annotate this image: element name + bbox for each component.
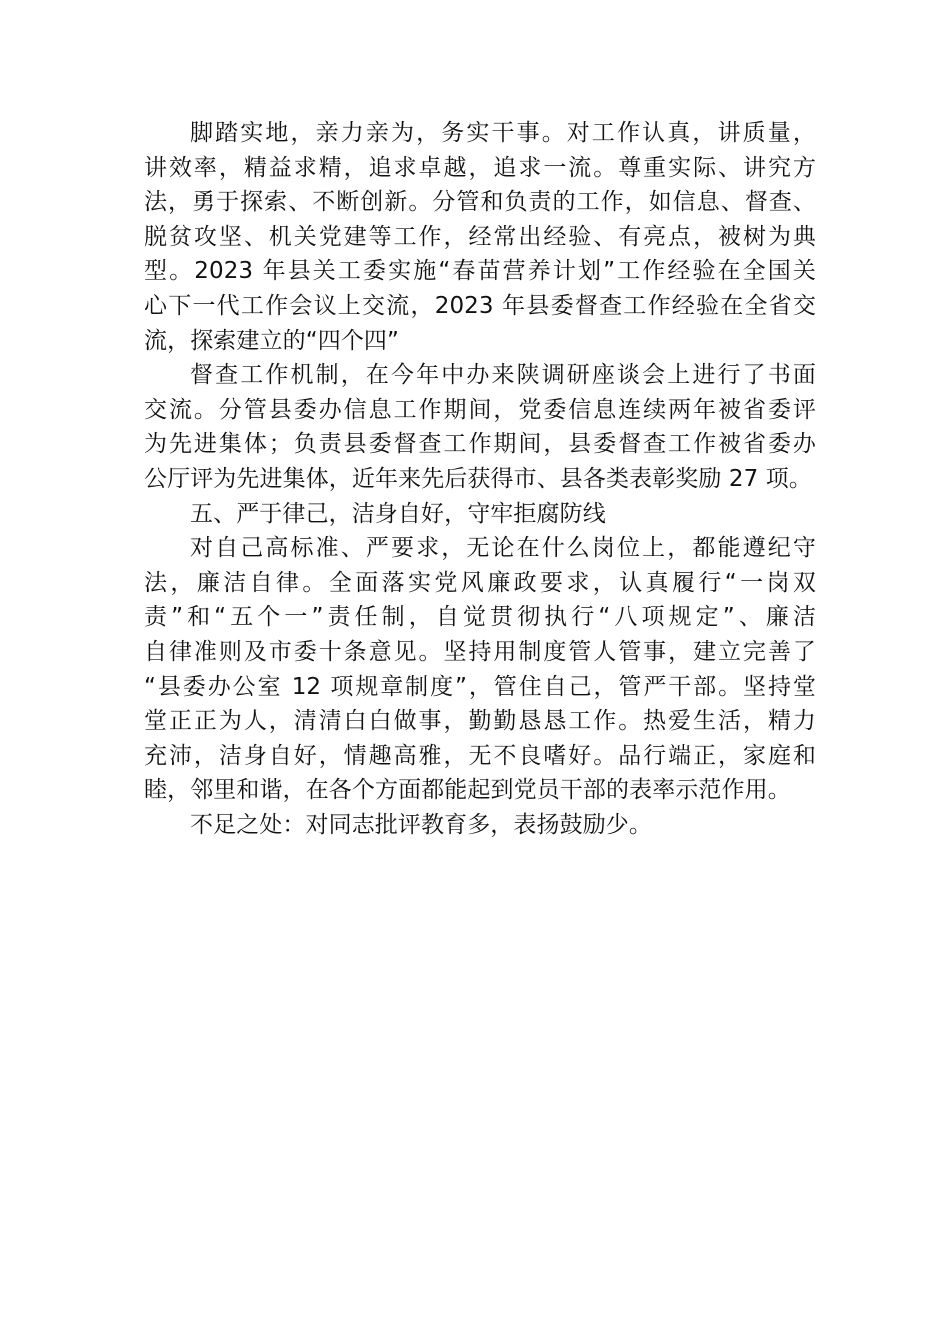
text-line: 充沛，洁身自好，情趣高雅，无不良嗜好。品行端正，家庭和 [144, 742, 816, 769]
text-line: 责”和“五个一”责任制，自觉贯彻执行“八项规定”、廉洁 [144, 604, 816, 631]
text-line: 睦，邻里和谐，在各个方面都能起到党员干部的表率示范作用。 [144, 777, 791, 804]
paragraph-shortcomings [144, 808, 816, 843]
text-line: 不足之处：对同志批评教育多，表扬鼓励少。 [190, 811, 652, 838]
text-line: 法，廉洁自律。全面落实党风廉政要求，认真履行“一岗双 [144, 569, 816, 596]
text-line: 自律准则及市委十条意见。坚持用制度管人管事，建立完善了 [144, 638, 816, 665]
text-line: 型。2023 年县关工委实施“春苗营养计划”工作经验在全国关 [144, 258, 816, 285]
text-line: 公厅评为先进集体，近年来先后获得市、县各类表彰奖励 27 项。 [144, 465, 812, 492]
text-line: 流，探索建立的“四个四” [144, 327, 400, 354]
text-line: 督查工作机制，在今年中办来陕调研座谈会上进行了书面 [190, 362, 816, 389]
paragraph-supervision [144, 358, 816, 496]
section-heading: 五、严于律己，洁身自好，守牢拒腐防线 [190, 500, 606, 527]
section-heading-five [144, 497, 816, 532]
text-line: “县委办公室 12 项规章制度”，管住自己，管严干部。坚持堂 [144, 673, 816, 700]
paragraph-self-discipline [144, 531, 816, 808]
document-body [144, 116, 816, 842]
paragraph-work-style [144, 116, 816, 358]
text-line: 交流。分管县委办信息工作期间，党委信息连续两年被省委评 [144, 396, 816, 423]
text-line: 为先进集体；负责县委督查工作期间，县委督查工作被省委办 [144, 431, 816, 458]
text-line: 对自己高标准、严要求，无论在什么岗位上，都能遵纪守 [190, 535, 816, 562]
text-line: 法，勇于探索、不断创新。分管和负责的工作，如信息、督查、 [144, 189, 816, 216]
text-line: 脚踏实地，亲力亲为，务实干事。对工作认真，讲质量， [190, 120, 816, 146]
text-line: 堂正正为人，清清白白做事，勤勤恳恳工作。热爱生活，精力 [144, 708, 816, 735]
text-line: 心下一代工作会议上交流，2023 年县委督查工作经验在全省交 [144, 292, 816, 319]
text-line: 脱贫攻坚、机关党建等工作，经常出经验、有亮点，被树为典 [144, 223, 816, 250]
text-line: 讲效率，精益求精，追求卓越，追求一流。尊重实际、讲究方 [144, 154, 816, 181]
